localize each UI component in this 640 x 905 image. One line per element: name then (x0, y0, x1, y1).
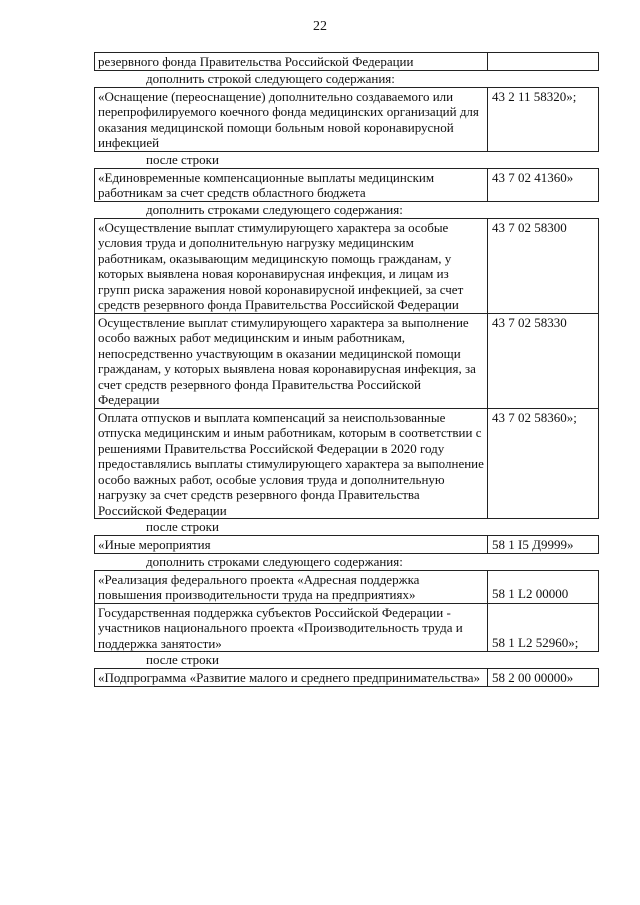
row-code: 43 7 02 41360» (492, 169, 574, 185)
row-code (488, 53, 598, 70)
table-row (94, 313, 599, 409)
table-row (94, 168, 599, 202)
table-row (94, 535, 599, 554)
instruction-line: после строки (146, 151, 219, 167)
table-row (94, 52, 599, 71)
row-code: 43 2 11 58320»; (492, 88, 577, 104)
row-code: 58 1 L2 52960»; (492, 634, 579, 650)
row-description: Осуществление выплат стимулирующего характера за выполнение особо важных работ медицинским и иным работникам, непосредственно участвующим в оказании медицинской помощи гражданам, у которых выявлена новая коронавирусная инфекция, за счет средств резервного фонда Правительства Российской Федерации (95, 314, 488, 408)
table-row (94, 408, 599, 520)
instruction-line: дополнить строками следующего содержания: (146, 201, 403, 217)
row-description: Оплата отпусков и выплата компенсаций за неиспользованные отпуска медицинским и иным работникам, которым в соответствии с решениями Правительства Российской Федерации в 2020 году предоставлялись выплаты стимулирующего характера за выполнение особо важных работ, особые условия труда и дополнительную нагрузку за счет средств резервного фонда Правительства Российской Федерации (95, 409, 488, 519)
row-description: Государственная поддержка субъектов Российской Федерации - участников национального проекта «Производительность труда и поддержка занятости» (95, 604, 488, 652)
row-code: 43 7 02 58360»; (492, 409, 577, 425)
row-code: 43 7 02 58330 (492, 314, 567, 330)
table-row (94, 603, 599, 653)
row-description: резервного фонда Правительства Российской Федерации (95, 53, 488, 70)
page-number: 22 (313, 19, 327, 34)
table-row (94, 218, 599, 314)
row-code: 58 1 L2 00000 (492, 586, 569, 601)
row-description: «Оснащение (переоснащение) дополнительно создаваемого или перепрофилируемого коечного фонда медицинских организаций для оказания медицинской помощи больным новой коронавирусной инфекцией (95, 88, 488, 151)
row-description: «Реализация федерального проекта «Адресная поддержка повышения производительности труда на предприятиях» (95, 571, 488, 603)
document-body (94, 52, 599, 687)
table-row (94, 668, 599, 687)
table-row (94, 570, 599, 604)
row-description: «Иные мероприятия (95, 536, 488, 553)
instruction-line: после строки (146, 519, 219, 534)
table-row (94, 87, 599, 152)
row-code: 58 1 I5 Д9999» (492, 537, 574, 552)
instruction-line: дополнить строкой следующего содержания: (146, 70, 395, 86)
row-description: «Подпрограмма «Развитие малого и среднего предпринимательства» (95, 669, 488, 686)
row-description: «Осуществление выплат стимулирующего характера за особые условия труда и дополнительную нагрузку медицинским работникам, оказывающим медицинскую помощь гражданам, у которых выявлена новая коронавирусная инфекция, и лицам из групп риска заражения новой коронавирусной инфекцией, за счет средств резервного фонда Правительства Российской Федерации (95, 219, 488, 313)
instruction-line: дополнить строками следующего содержания: (146, 553, 403, 569)
row-description: «Единовременные компенсационные выплаты медицинским работникам за счет средств областного бюджета (95, 169, 488, 201)
row-code: 43 7 02 58300 (492, 219, 567, 235)
instruction-line: после строки (146, 652, 219, 667)
row-code: 58 2 00 00000» (492, 670, 574, 685)
